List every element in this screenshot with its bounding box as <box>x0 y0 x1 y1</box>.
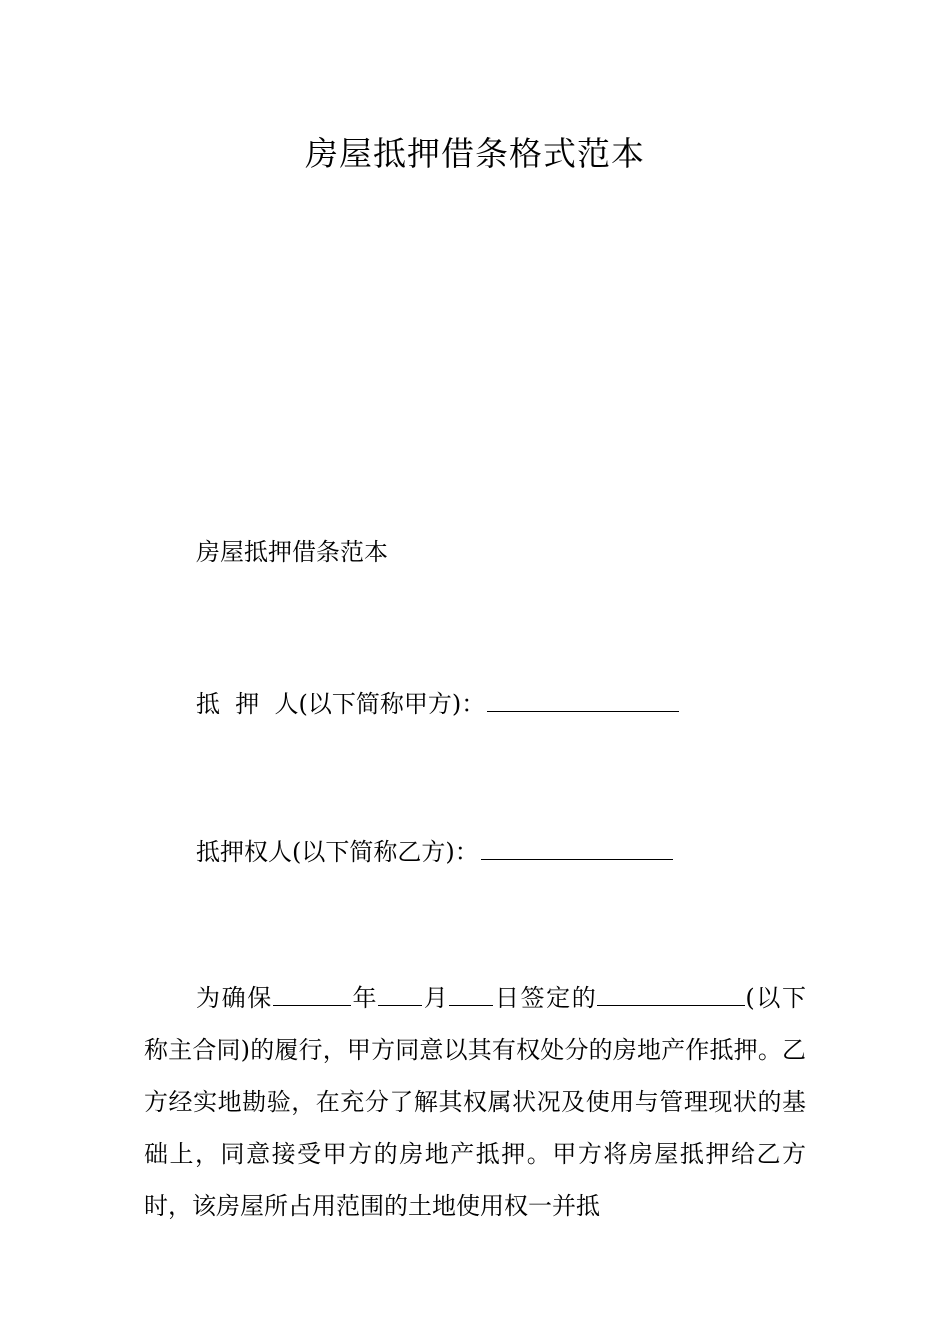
para-text-2: 年 <box>350 984 379 1012</box>
document-title: 房屋抵押借条格式范本 <box>305 134 645 173</box>
month-blank <box>378 983 422 1006</box>
mortgagee-blank <box>481 837 673 860</box>
contract-name-blank <box>597 983 745 1006</box>
para-text-4: 日签定的 <box>493 984 598 1012</box>
mortgagor-line <box>196 684 679 719</box>
para-text-1: 为确保 <box>196 984 273 1012</box>
para-text-3: 月 <box>422 984 450 1012</box>
mortgagor-label: 抵 押 人(以下简称甲方)： <box>196 690 486 718</box>
year-blank <box>273 983 351 1006</box>
body-paragraph <box>144 972 806 1232</box>
mortgagee-line <box>196 832 673 867</box>
day-blank <box>449 983 493 1006</box>
document-subtitle: 房屋抵押借条范本 <box>196 538 388 566</box>
para-text-5: (以下称主合同)的履行，甲方同意以其有权处分的房地产作抵押。乙方经实地勘验，在充分了解其权属状况及使用与管理现状的基础上，同意接受甲方的房地产抵押。甲方将房屋抵押给乙方时，该房屋所占用范围的土地使用权一并抵 <box>144 984 807 1220</box>
mortgagor-blank <box>487 689 679 712</box>
mortgagee-label: 抵押权人(以下简称乙方)： <box>196 838 479 866</box>
